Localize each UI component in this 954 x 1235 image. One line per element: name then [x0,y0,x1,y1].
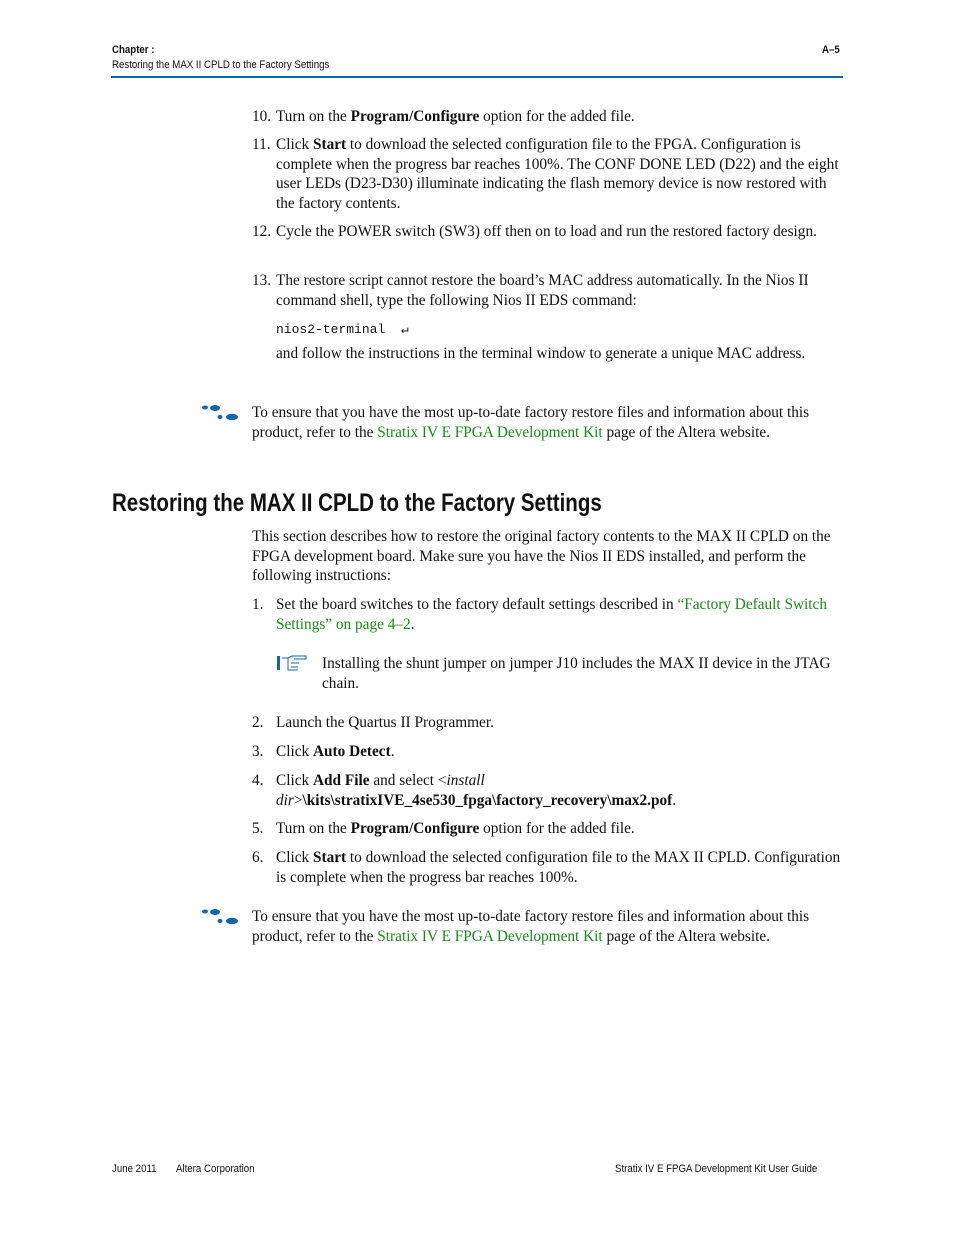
step-text [276,271,842,310]
step-text [276,713,842,733]
text-run: Program/Configure [350,820,480,837]
step-number: 12. [252,223,272,240]
step-number: 1. [252,596,264,613]
text-run: page of the Altera website. [602,927,770,945]
step-text [276,771,842,810]
text-run: to download the selected configuration file to the FPGA. Configuration is complete when the progress bar reaches 100%. The CONF DONE LED (D22) and the eight user LEDs (D23-D30) illuminate indicating the flash memory device is now restored with the factory contents. [276,136,839,212]
tip-note [252,907,842,946]
footer-title: Stratix IV E FPGA Development Kit User Guide [615,1163,818,1175]
text-run: . [410,615,415,633]
footprints-icon [201,908,241,926]
step-number: 10. [252,108,272,125]
text-run: Turn on the [276,108,351,125]
text-run: Launch the Quartus II Programmer. [276,714,494,731]
footer-date: June 2011 [112,1163,157,1175]
step-text [276,135,842,213]
text-run: Click [276,772,313,789]
text-run: and select < [369,772,447,789]
text-run: > [293,791,303,809]
intro-paragraph: This section describes how to restore the original factory contents to the MAX II CPLD on the FPGA development board. Make sure you have the Nios II EDS installed, and perform the following instructions: [252,528,831,585]
footer-company: Altera Corporation [176,1163,255,1175]
text-run: Set the board switches to the factory default settings described in [276,596,678,613]
header-section: Restoring the MAX II CPLD to the Factory Settings [112,59,330,71]
command-line [276,320,842,340]
step-number: 11. [252,136,271,153]
header-page-number: A–5 [822,44,840,56]
step-text [276,107,842,127]
text-run: Add File [312,772,370,789]
header-rule [111,76,843,78]
text-run: Start [312,849,347,866]
text-run: Click [276,136,313,153]
text-run: . [390,743,395,760]
text-run: Click [276,743,313,760]
command-text: nios2-terminal [276,322,386,337]
step-text [276,819,842,839]
text-run: install dir [276,772,485,809]
text-run: . [672,791,677,809]
step-number: 13. [252,272,272,289]
cross-reference-link[interactable]: Stratix IV E FPGA Development Kit [377,423,603,441]
section-heading: Restoring the MAX II CPLD to the Factory Settings [112,489,602,517]
header-chapter: Chapter : [112,44,155,56]
step-number: 3. [252,743,264,760]
pointing-hand-icon [276,655,308,672]
hand-note: Installing the shunt jumper on jumper J10 includes the MAX II device in the JTAG chain. [322,655,831,692]
follow-text: and follow the instructions in the terminal window to generate a unique MAC address. [276,345,806,362]
text-run: Start [312,136,347,153]
step-number: 2. [252,714,264,731]
cross-reference-link[interactable]: “Factory Default Switch Settings” on page 4–2 [276,596,827,633]
text-run: option for the added file. [479,820,635,837]
step-number: 4. [252,772,264,789]
step-number: 5. [252,820,264,837]
step-text [276,222,842,242]
text-run: Turn on the [276,820,351,837]
text-run: Program/Configure [350,108,480,125]
text-run: The restore script cannot restore the board’s MAC address automatically. In the Nios II command shell, type the following Nios II EDS command: [276,272,809,309]
tip-note [252,403,842,442]
step-text [276,848,842,887]
cross-reference-link[interactable]: Stratix IV E FPGA Development Kit [377,927,603,945]
text-run: Cycle the POWER switch (SW3) off then on to load and run the restored factory design. [276,223,817,240]
text-run: \kits\stratixIVE_4se530_fpga\factory_recovery\max2.pof [302,791,673,809]
text-run: Auto Detect [312,743,391,760]
footprints-icon [201,404,241,422]
text-run: To ensure that you have the most up-to-date factory restore files and information about this product, refer to the [252,908,810,945]
enter-icon: ↵ [400,322,409,337]
text-run: option for the added file. [479,108,635,125]
text-run: To ensure that you have the most up-to-date factory restore files and information about this product, refer to the [252,404,810,441]
text-run: to download the selected configuration file to the MAX II CPLD. Configuration is complete when the progress bar reaches 100%. [276,849,841,886]
text-run: page of the Altera website. [602,423,770,441]
text-run: Click [276,849,313,866]
step-text [276,742,842,762]
step-number: 6. [252,849,264,866]
step-text [276,595,842,634]
